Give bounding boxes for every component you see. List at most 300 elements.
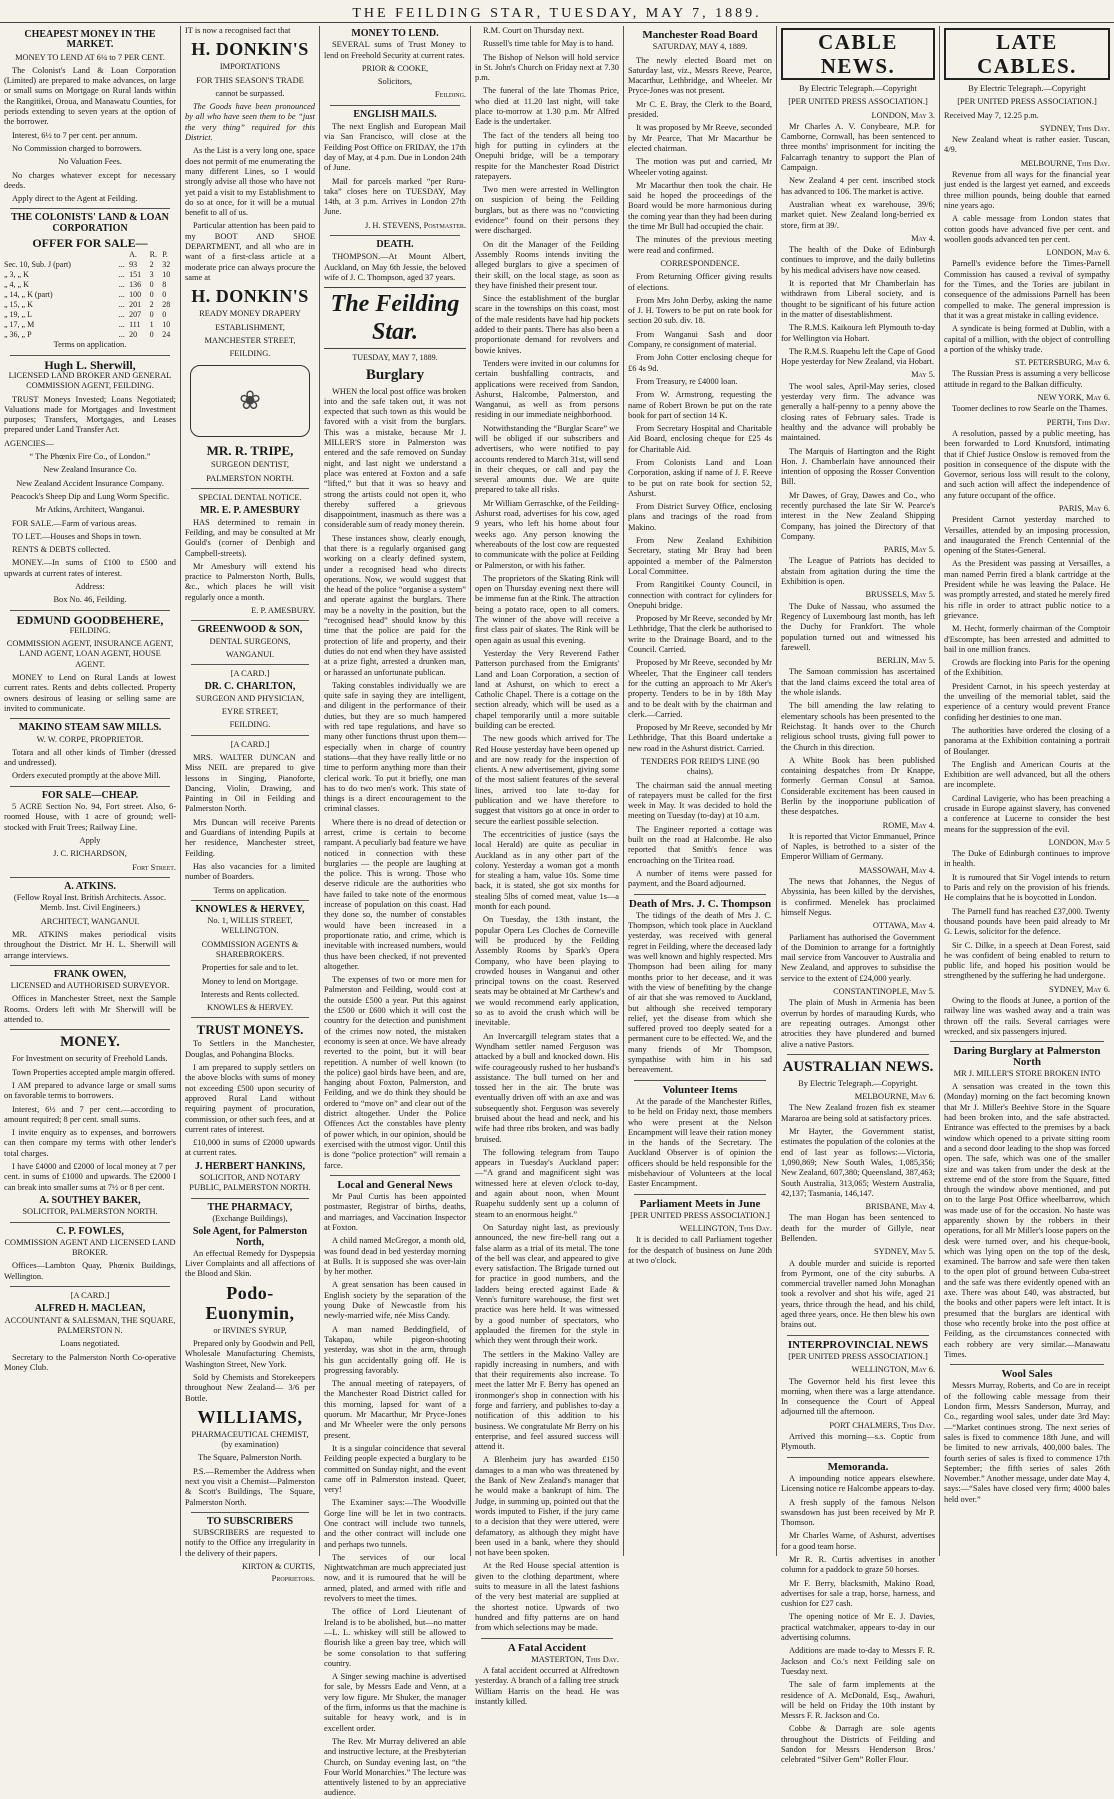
- article-dateline: Received May 7, 12.25 p.m.: [944, 110, 1039, 120]
- ad-body: SEVERAL sums of Trust Money to lend on Freehold Security at current rates.: [324, 40, 466, 60]
- divider: [481, 1638, 613, 1639]
- table-cell: 136: [129, 280, 142, 290]
- ad-line: No. 1, WILLIS STREET, WELLINGTON.: [207, 916, 293, 936]
- ad-line: FEILDING.: [69, 625, 111, 635]
- ad-line: FOR THIS SEASON'S TRADE: [196, 75, 304, 85]
- article-subheading: By Electric Telegraph.—Copyright.: [798, 1078, 918, 1088]
- ad-heading: J. HERBERT HANKINS,: [194, 1160, 306, 1172]
- ad-line: MANCHESTER STREET,: [204, 335, 296, 345]
- section-heading: CABLE NEWS.: [781, 28, 935, 80]
- article-heading: Wool Sales: [1001, 1368, 1053, 1381]
- article-body: A impounding notice appears elsewhere. Licensing notice re Halcombe appears to-day.: [781, 1473, 935, 1494]
- table-cell: 201: [129, 300, 142, 310]
- article-dateline: CONSTANTINOPLE, May 5.: [833, 987, 935, 997]
- article-body: From Mrs John Derby, asking the name of J. H. Towers to be put on rate book for section 20 sub. div. 18.: [628, 295, 772, 326]
- ad-line: Money to lend on Mortgage.: [201, 976, 299, 986]
- article-body: Mr Charles A. V. Conybeare, M.P. for Camborne, Cornwall, has been sentenced to three months' imprisonment for inciting the Falcarragh tenantry to support the Plan of Campaign.: [781, 121, 935, 173]
- section-heading: DEATH.: [376, 239, 414, 251]
- ad-body: 5 ACRE Section No. 94, Fort street. Also, 6-roomed House, with 1 acre of ground; well-stocked with Fruit Trees; Railway Line.: [4, 802, 176, 832]
- article-dateline: ROME, May 4.: [882, 820, 935, 830]
- article-body: New Zealand wheat is rather easier. Tuscan, 4/9.: [944, 135, 1110, 155]
- ad-body: Peacock's Sheep Dip and Lung Worm Specific.: [10, 491, 170, 501]
- divider: [10, 786, 170, 787]
- article-body: A Blenheim jury has awarded £150 damages to a man who was threatened by the Bank of New Zealand's manager that he would make a bankrupt of him. The Judge, in summing up, pointed out that the words imputed to Fisher, if the jury came to a decision that they were uttered, were defamatory, as although they might have been used in a bank, where they should not have been spoken.: [475, 1455, 619, 1558]
- ad-line: Feilding.: [434, 90, 466, 100]
- table-cell: 28: [162, 300, 171, 310]
- ad-line: [A CARD.]: [70, 1291, 110, 1301]
- divider: [10, 718, 170, 719]
- ad-line: PALMERSTON NORTH.: [206, 473, 294, 483]
- article-body: The R.M.S. Ruapehu left the Cape of Good Hope yesterday for New Zealand, via Hobart.: [781, 346, 935, 367]
- article-body: Where there is no dread of detection or arrest, crime is certain to become rampant. A peculiarly bad feature we have noticed in connection with these burglaries — the people are laughing at the police. This is wrong. Those who deserve ridicule are the authorities who have failed to take note of the enormous increase of population on this coast. Had they done so, the number of constables would have been increased in a proportionate ratio, and crime, which is inevitable with increased numbers, would thus have been checked, if not prevented altogether.: [324, 817, 466, 971]
- article-dateline: ST. PETERSBURG, May 6.: [1015, 358, 1110, 368]
- table-cell: 3: [149, 270, 154, 280]
- article-body: The tidings of the death of Mrs J. C. Thompson, which took place in Auckland yesterday, was received with general regret in Feilding, where the deceased lady was well known and highly respected. Mrs Thompson had been ailing for many months prior to her decease, and it was with the view of benefiting by the change of air that she was removed to Auckland, but although she received temporary relief, yet the disease from which she suffered proved too deeply seated for a permanent cure to be effected. We, and the many friends of Mr Thompson, sympathise with him in his sad bereavement.: [628, 910, 772, 1075]
- article-body: Arrived this morning—s.s. Coptic from Plymouth.: [781, 1432, 935, 1452]
- ad-heading: H. DONKIN'S: [191, 39, 309, 60]
- ad-body: I have £4000 and £2000 of local money at 7 per cent. in sums of £1000 and upwards. The £2000 I can break into smaller sums at 7½ or 8 per cent.: [4, 1162, 176, 1192]
- ad-line: COMMISSION AGENT, INSURANCE AGENT, LAND AGENT, LOAN AGENT, HOUSE AGENT.: [6, 639, 174, 669]
- article-dateline: PARIS, May 5.: [883, 545, 935, 555]
- ad-body: New Zealand Accident Insurance Company.: [16, 478, 164, 488]
- table-cell: 0: [149, 310, 154, 320]
- ad-body: KIRTON & CURTIS,: [241, 1562, 315, 1572]
- ad-body: Mr Amesbury will extend his practice to Palmerston North, Bulls, &c., which places he will visit regularly once a month.: [185, 561, 315, 602]
- article-body: Notwithstanding the “Burglar Scare” we will be obliged if our subscribers and advertisers, who were notified to pay accounts rendered to March 31st, will send in their cheques, or call and pay the several amounts due. We are quite prepared to take all risks.: [475, 423, 619, 495]
- article-body: The Parnell fund has reached £37,000. Twenty thousand pounds have been paid already to Mr G. Lewis, solicitor for the defence.: [944, 906, 1110, 937]
- article-dateline: SATURDAY, MAY 4, 1889.: [652, 42, 748, 52]
- ad-body: Mrs Duncan will receive Parents and Guardians of intending Pupils at her residence, Manchester street, Feilding.: [185, 817, 315, 858]
- divider: [191, 1198, 309, 1199]
- article-body: The Examiner says:—The Woodville Gorge line will be let in two contracts. One contract will include two tunnels, and the other contract will include one and perhaps two tunnels.: [324, 1498, 466, 1549]
- article-body: Taking constables individually we are quite safe in saying they are intelligent, and diligent in the performance of their duties, but they are so much hampered with red tape regulations, and have so many other functions thrust upon them—especially when in charge of country stations—that they have really little or no time to perform anything more than their clerical work. To put it briefly, one man has to do two men's work. This state of things is a direct encouragement to the criminal classes.: [324, 680, 466, 814]
- table-row: [4, 300, 176, 310]
- article-body: From New Zealand Exhibition Secretary, stating Mr Bray had been appointed a member of the Palmerston Local Committee.: [628, 536, 772, 576]
- table-row: [4, 320, 176, 330]
- article-body: The opening notice of Mr E. J. Davies, practical watchmaker, appears to-day in our advertising columns.: [781, 1612, 935, 1643]
- article-subheading: By Electric Telegraph.—Copyright: [968, 84, 1086, 93]
- ad-line: PRIOR & COOKE,: [361, 63, 429, 73]
- ad-body: An effectual Remedy for Dyspepsia Liver Complaints and all affections of the Blood and Skin.: [185, 1248, 315, 1279]
- article-body: The funeral of the late Thomas Price, who died at 11.20 last night, will take place to-morrow at 1.30 p.m. Mr Alfred Eade is the undertaker.: [475, 86, 619, 127]
- table-cell: Sec. 10, Sub. J (part): [4, 260, 71, 270]
- ad-line: COMMISSION AGENTS & SHAREBROKERS.: [201, 939, 299, 959]
- ad-body: RENTS & DEBTS collected.: [12, 545, 111, 555]
- ad-body: Offices—Lambton Quay, Phœnix Buildings, Wellington.: [4, 1261, 176, 1281]
- article-heading: Parliament Meets in June: [639, 1197, 761, 1210]
- ad-body: AGENCIES—: [4, 438, 54, 448]
- ad-body: TRUST Moneys Invested; Loans Negotiated; Valuations made for Mortgages and Investment purposes; Transfers, Mortgages, and Leases prepared under Land Transfer Act.: [4, 394, 176, 435]
- article-body: The eccentricities of justice (says the local Herald) are quite as peculiar in Auckland as in any other part of the colony. Yesterday a woman got a month for stealing a ham, value 10s. Some time back, it is stated, she got six months for stealing 5lbs of corned meat, value 1s—a month for each pound.: [475, 829, 619, 912]
- ad-heading: EDMUND GOODBEHERE,: [16, 612, 164, 627]
- column-5: [624, 26, 776, 1556]
- ad-heading: C. P. FOWLES,: [56, 1225, 124, 1237]
- article-body: The office of Lord Lieutenant of Ireland is to be abolished, but—no matter—L. L. whiskey will still be allowed to flourish like a green bay tree, which will be some consolation to that suffering country.: [324, 1607, 466, 1668]
- ad-heading: MR. E. P. AMESBURY: [200, 505, 300, 517]
- ad-line: ARCHITECT, WANGANUI.: [40, 916, 140, 926]
- ad-heading: Hugh L. Sherwill,: [44, 357, 136, 372]
- ad-body: Sold by Chemists and Storekeepers throughout New Zealand— 3/6 per Bottle.: [185, 1372, 315, 1403]
- article-subheading: [PER UNITED PRESS ASSOCIATION.]: [630, 1210, 770, 1220]
- article-body: The Duke of Nassau, who assumed the Regency of Luxembourg last month, has left the Duchy for Frankfort. The whole population turned out and witnessed his farewell.: [781, 601, 935, 652]
- table-cell: ...: [118, 310, 125, 320]
- ad-line: SURGEON AND PHYSICIAN,: [195, 693, 305, 703]
- ad-body: “ The Phœnix Fire Co., of London.”: [29, 452, 151, 462]
- article-body: A syndicate is being formed at Dublin, with a capital of a million, with the object of controlling a portion of the whisky trade.: [944, 324, 1110, 354]
- ad-line: ACCOUNTANT & SALESMAN, THE SQUARE, PALMERSTON N.: [4, 1315, 176, 1335]
- article-body: Revenue from all ways for the financial year just ended is the largest yet earned, and exceeds three million pounds, being double that earned nine years ago.: [944, 170, 1110, 210]
- article-body: On dit the Manager of the Feilding Assembly Rooms intends inviting the alleged burglars to give a specimen of their skill, on the local stage, as soon as they have finished their present tour.: [475, 239, 619, 290]
- table-cell: 0: [162, 310, 167, 320]
- ad-line: Loans negotiated.: [60, 1339, 120, 1349]
- divider: [10, 1222, 170, 1223]
- table-cell: ...: [118, 270, 125, 280]
- ad-body: Prepared only by Goodwin and Pell, Wholesale Manufacturing Chemists, Washington Street, New York.: [185, 1339, 315, 1369]
- article-body: Proposed by Mr Reeve, seconded by Mr Lethbridge, That the clerk be authorised to write to the Drainage Board, and to the Council. Carried.: [628, 614, 772, 655]
- ad-line: Interests and Rents collected.: [200, 989, 300, 999]
- article-body: The Engineer reported a cottage was built on the road at Halcombe. He also reported that Smith's fence was encroaching on the Tiritea road.: [628, 824, 772, 865]
- article-dateline: NEW YORK, May 6.: [1037, 393, 1110, 403]
- ad-body: MRS. WALTER DUNCAN and Miss NEIL are prepared to give lessons in Singing, Pianoforte, Dancing, Violin, Drawing, and Painting in Oil in Feilding and Palmerston North.: [185, 752, 315, 814]
- ad-line: (Fellow Royal Inst. British Architects. Assoc. Memb. Inst. Civil Engineers.): [13, 893, 167, 913]
- table-cell: „ 36, „ P: [4, 330, 32, 340]
- ad-body: FOR SALE.—Farm of various areas.: [12, 518, 137, 528]
- ad-body: MONEY.—In sums of £100 to £500 and upwards at current rates of interest.: [4, 558, 176, 578]
- article-dateline: BRISBANE, May 4.: [865, 1202, 935, 1212]
- article-body: The minutes of the previous meeting were read and confirmed.: [628, 235, 772, 255]
- paper-title: The Feilding Star.: [330, 291, 460, 346]
- ad-heading: CHEAPEST MONEY IN THE MARKET.: [24, 29, 156, 51]
- table-cell: ...: [118, 300, 125, 310]
- lots-table: [4, 250, 176, 340]
- article-body: WHEN the local post office was broken into and the safe taken out, it was not expected that such town as this would be favored with a visit from the burglars. This was a mistake, because Mr J. MILLER'S store in Palmerston was entered and the safe removed on Sunday night, and last night we understand a place was entered at Foxton and a safe “lifted,” but that it was so heavy and strong the artists could not open it, who thereby suffered a grievous disappointment, inasmuch as there was a considerable sum of ready money therein.: [324, 386, 466, 530]
- article-body: President Carnot yesterday marched to Versailles, attended by an imposing procession, and inaugurated the French Centennial of the opening of the States-General.: [944, 515, 1110, 556]
- article-dateline: LONDON, May 6.: [1046, 248, 1110, 258]
- article-body: The R.M.S. Kaikoura left Plymouth to-day for Wellington via Hobart.: [781, 323, 935, 343]
- article-body: A man named Beddingfield, of Takapau, while pigeon-shooting yesterday, was shot in the arm, through his gun accidentally going off. He is progressing favorably.: [324, 1324, 466, 1375]
- ad-body: Offices in Manchester Street, next the Sample Rooms. Orders left with Mr Sherwill will be attended to.: [4, 994, 176, 1025]
- article-body: The Russian Press is assuming a very bellicose attitude in regard to the Balkan difficulty.: [944, 369, 1110, 389]
- table-row: [4, 250, 176, 260]
- table-cell: 0: [149, 280, 154, 290]
- ad-body: Interest, 6½ to 7 per cent. per annum.: [12, 130, 138, 140]
- divider: [950, 1364, 1104, 1365]
- ad-heading: MR. R. TRIPE,: [206, 443, 294, 459]
- column-3: [320, 26, 470, 1798]
- article-body: The Bishop of Nelson will hold service in St. John's Church on Friday next at 7.30 p.m.: [475, 52, 619, 83]
- article-dateline: BRUSSELS, May 5.: [865, 590, 935, 600]
- ad-line: (Exchange Buildings),: [212, 1213, 288, 1223]
- divider: [330, 1175, 460, 1176]
- table-cell: „ 17, „ M: [4, 320, 35, 330]
- divider: [10, 877, 170, 878]
- article-body: Mail for parcels marked “per Ruru-taka” closes here on TUESDAY, May 14th, at 3 p.m. Arrives in London 27th June.: [324, 176, 466, 217]
- ad-line: SURGEON DENTIST,: [210, 460, 289, 470]
- table-cell: „ 15, „ K: [4, 300, 33, 310]
- ad-body: No Valuation Fees.: [58, 157, 122, 167]
- ad-body: J. C. RICHARDSON,: [53, 849, 127, 859]
- divider: [10, 1286, 170, 1287]
- article-body: THOMPSON.—At Mount Albert, Auckland, on May 6th Jessie, the beloved wife of J. C. Thompson, aged 37 years.: [324, 252, 466, 282]
- article-body: The health of the Duke of Edinburgh continues to improve, and the daily bulletins by his medical advisers have now ceased.: [781, 245, 935, 275]
- ad-heading: H. DONKIN'S: [191, 286, 309, 307]
- ad-line: LICENSED LAND BROKER AND GENERAL COMMISSION AGENT, FEILDING.: [8, 370, 172, 391]
- ad-heading: FOR SALE—CHEAP.: [41, 789, 139, 801]
- divider: [191, 1017, 309, 1018]
- article-body: On Tuesday, the 13th instant, the popular Opera Les Cloches de Corneville will be produced by the Feilding Assembly Rooms by Spark's Opera Company, who have been playing to crowded houses in Wanganui and other principal towns on the coast. Reserved seats may be obtained at Mr Carthew's and we would recommend early application, so as to avoid the crush which will be inevitable.: [475, 915, 619, 1028]
- article-body: Owing to the floods at Junee, a portion of the railway line was washed away and a train was thrown off the rails. Several carriages were wrecked, and six passengers injured.: [944, 996, 1110, 1036]
- article-body: Mr William Gerraschke, of the Feilding-Ashurst road, advertises for his cow, aged 9 years, who left his home about four weeks ago. Any person knowing the whereabouts of the lost cow are requested to communicate with the police at Feilding or Palmerston, or with his father.: [475, 498, 619, 570]
- divider: [191, 620, 309, 621]
- column-1: [0, 26, 180, 1556]
- article-heading: Volunteer Items: [662, 1083, 738, 1096]
- article-body: A Singer sewing machine is advertised for sale, by Messrs Eade and Venn, at a very low figure. Mr Shuker, the manager of the firm, informs us that the machine is suitable for heavy work, and is in excellent order.: [324, 1672, 466, 1733]
- ad-heading: TO SUBSCRIBERS: [206, 1515, 294, 1527]
- divider: [950, 1041, 1104, 1042]
- article-body: At the Red House special attention is given to the clothing department, where suits to measure in all the latest fashions of the very best material are supplied at the shortest notice. Upwards of two hundred and fifty patterns are on hand from which selections may be made.: [475, 1561, 619, 1633]
- table-cell: 10: [162, 320, 171, 330]
- table-cell: ...: [118, 320, 125, 330]
- article-body: The news that Johannes, the Negus of Abyssinia, has been killed by the dervishes, is confirmed. Menelek has proclaimed himself Negus.: [781, 877, 935, 917]
- ad-line: MONEY TO LEND AT 6¼ to 7 PER CENT.: [15, 52, 165, 62]
- ad-body: Fort Street.: [132, 862, 176, 872]
- ad-heading: FRANK OWEN,: [53, 968, 127, 980]
- ad-body: P.S.—Remember the Address when next you visit a Chemist—Palmerston & Scott's Buildings, The Square, Palmerston North.: [185, 1466, 315, 1507]
- section-heading: LATE CABLES.: [944, 28, 1110, 80]
- article-body: Mr Dawes, of Gray, Dawes and Co., who recently purchased the late Sir W. Pearce's interest in the New Zealand Shipping Company, has joined the Directory of that Company.: [781, 490, 935, 541]
- article-body: The annual meeting of ratepayers, of the Manchester Road District called for this morning, lapsed for want of a quorum. Mr Macarthur, Mr Pryce-Jones and Mr Wheeler were the only persons present.: [324, 1379, 466, 1440]
- article-heading: Burglary: [365, 366, 425, 383]
- article-dateline: MASTERTON, This Day.: [531, 1654, 619, 1664]
- article-body: President Carnot, in his speech yesterday at the unveiling of the memorial tablet, said the experience of a century would prevent France confiding her destinies to one man.: [944, 681, 1110, 722]
- ad-line: SPECIAL DENTAL NOTICE.: [198, 493, 302, 503]
- table-cell: 0: [149, 290, 154, 300]
- ad-heading: MONEY TO LEND.: [351, 28, 439, 39]
- table-cell: 2: [149, 260, 154, 270]
- ad-heading: MONEY.: [60, 1034, 120, 1051]
- article-body: From John Cotter enclosing cheque for £6 4s 9d.: [628, 353, 772, 373]
- ad-heading: ALFRED H. MACLEAN,: [34, 1303, 146, 1315]
- article-body: The expenses of two or more men for Palmerston and Feilding, would cost at the outside £500 a year. Put this against the £500 or £600 which it will cost the country for the detection and punishment of the crimes now noted, the mistaken economy is seen at once. We have already reverted to the point, but it will bear repetition. A number of well known (to the police) gaol birds have been, and are, hanging about Foxton, Palmerston, and Feilding, and we do think they should be ordered to “move on” and clear out of the district altogether. Under the Police Offences Act the constables have plenty of power which, in our opinion, should be exercised with the utmost vigor. Until this is done “police protection” will remain a farce.: [324, 975, 466, 1170]
- table-cell: 0: [162, 290, 167, 300]
- article-body: Parnell's evidence before the Times-Parnell Commission has caused a revival of sympathy for the Times, and the Tories are jubilant in consequence of the admissions Parnell has been compelled to make. The general impression is that it was a great mistake in calling evidence.: [944, 259, 1110, 320]
- article-body: M. Hecht, formerly chairman of the Comptoir d'Escompte, has been arrested and admitted to bail in one million francs.: [944, 624, 1110, 654]
- ad-body: Interest, 6½ and 7 per cent.—according to amount required; 8 per cent. small sums.: [4, 1104, 176, 1124]
- page-masthead: THE FEILDING STAR, TUESDAY, MAY 7, 1889.: [0, 6, 1114, 23]
- article-body: An Invercargill telegram states that a Wyndham settler named Ferguson was attacked by a bull and knocked down. His wife courageously rushed to her husband's assistance. The bull turned on her and tossed her in the air. The brute was eventually driven off with an axe and was subsequently shot. Ferguson was severely bruised about the head and neck, and his wife had three ribs broken, and was badly bruised.: [475, 1031, 619, 1144]
- divider: [787, 1054, 929, 1055]
- table-cell: A.: [129, 250, 137, 260]
- article-body: Mr Charles Warne, of Ashurst, advertises for a good team horse.: [781, 1531, 935, 1551]
- column-4: [471, 26, 623, 1707]
- ad-body: SUBSCRIBERS are requested to notify to the Office any irregularity in the delivery of their papers.: [185, 1528, 315, 1558]
- ad-line: WANGANUI.: [225, 649, 275, 659]
- article-body: The next English and European Mail via San Francisco, will close at the Feilding Post Office on FRIDAY, the 17th day of May, at 4 p.m. Due in London 24th of June.: [324, 122, 466, 173]
- article-body: The proprietors of the Skating Rink will open on Thursday evening next there will be immense fun at the Rink. The attraction being a potato race, open to all comers. The winner of the above will receive a first class pair of skates. The Rink will be open again as usual this evening.: [475, 573, 619, 645]
- article-dateline: SYDNEY, May 5.: [873, 1247, 935, 1257]
- article-body: It is decided to call Parliament together for the despatch of business on June 20th at two o'clock.: [628, 1235, 772, 1266]
- article-heading: A Fatal Accident: [507, 1641, 587, 1654]
- article-body: These instances show, clearly enough, that there is a regularly organised gang working on a clearly defined system, under a recognised head who directs operations. Now, we would suggest that the head of the police “organise a system” and operate against the burglars. There may be a novelty in the position, but the “recognised head” should know by this time that the police are paid for the protection of life and property, and their duties do not end when they have assisted at a prize fight, arrested a drunken man, or harassed an unfortunate publican.: [324, 533, 466, 677]
- ad-body: To Settlers in the Manchester, Douglas, and Pohangina Blocks.: [185, 1039, 315, 1059]
- ad-body: Totara and all other kinds of Timber (dressed and undressed).: [4, 747, 176, 768]
- article-body: A great sensation has been caused in English society by the separation of the young Duke of Newcastle from his newly-married wife, née Miss Candy.: [324, 1280, 466, 1321]
- table-row: [4, 280, 176, 290]
- article-subheading: TENDERS FOR REID'S LINE (90 chains).: [640, 757, 760, 777]
- article-body: It is reported that Victor Emmanuel, Prince of Naples, is betrothed to a sister of the Emperor William of Germany.: [781, 831, 935, 862]
- article-body: It is a singular coincidence that several Feilding people expected a burglary to be committed on Sunday night, and the event came off in Palmerston instead. Queer, very!: [324, 1443, 466, 1495]
- ad-body: Town Properties accepted ample margin offered.: [12, 1067, 175, 1077]
- divider: [191, 900, 309, 901]
- divider: [10, 355, 170, 356]
- article-subheading: CORRESPONDENCE.: [660, 258, 740, 268]
- article-body: A fatal accident occurred at Alfredtown yesterday. A branch of a falling tree struck William Harris on the head. He was instantly killed.: [475, 1666, 619, 1707]
- divider: [10, 208, 170, 209]
- article-dateline: PARIS, May 6.: [1058, 503, 1110, 513]
- article-body: New Zealand 4 per cent. inscribed stock has advanced to 106. The market is active.: [781, 176, 935, 196]
- article-body: The Rev. Mr Murray delivered an able and instructive lecture, at the Presbyterian Church, on Sunday evening last, on “the Four World Monarchies.” The lecture was attentively listened to by an appreciative audience.: [324, 1736, 466, 1798]
- table-cell: 100: [129, 290, 142, 300]
- divider: [10, 610, 170, 611]
- article-body: Parliament has authorised the Government of the Dominion to arrange for a fortnightly mail service from Vancouver to Australia and New Zealand, and approves to subsidise the service to the extent of £24,000 yearly.: [781, 932, 935, 983]
- ad-line: FEILDING.: [229, 720, 271, 730]
- article-body: Mr Macarthur then took the chair. He said he hoped the proceedings of the Board would be more harmonious during the coming year than they had been during the time Mr Bull had occupied the chair.: [628, 180, 772, 232]
- ad-body: Secretary to the Palmerston North Co-operative Money Club.: [4, 1352, 176, 1372]
- article-body: Mr R. R. Curtis advertises in another column for a paddock to graze 50 horses.: [781, 1555, 935, 1575]
- article-body: Mr Hayter, the Government statist, estimates the population of the colonies at the end of last year as follows:—Victoria, 1,090,869; New South Wales, 1,085,356; New Zealand, 607,380; Queensland, 387,463; South Australia, 313,065; Western Australia, 42,137; Tasmania, 146,147.: [781, 1127, 935, 1198]
- table-cell: 2: [149, 300, 154, 310]
- article-body: The Marquis of Hartington and the Right Hon. J. Chamberlain have announced their intention of opposing the Rosser Convention Bill.: [781, 446, 935, 487]
- article-heading: Manchester Road Board: [642, 29, 758, 41]
- table-cell: R.: [149, 250, 157, 260]
- article-dateline: May 4.: [911, 233, 935, 243]
- article-dateline: LONDON, May 5: [1048, 837, 1110, 847]
- ad-body: New Zealand Insurance Co.: [43, 465, 137, 475]
- ad-body: E. P. AMESBURY.: [251, 605, 315, 615]
- ad-body: I AM prepared to advance large or small sums on favorable terms to borrowers.: [4, 1080, 176, 1101]
- article-dateline: BERLIN, May 5.: [876, 656, 935, 666]
- ad-body: Proprietors.: [271, 1574, 315, 1584]
- ad-line: PHARMACEUTICAL CHEMIST, (by examination): [191, 1429, 309, 1450]
- article-subheading: By Electric Telegraph.—Copyright: [799, 84, 917, 93]
- ad-body: £10,000 in sums of £2000 upwards at current rates.: [185, 1138, 315, 1158]
- ad-body: As the List is a very long one, space does not permit of me enumerating the many different Lines, so I would strongly advise all those who have not yet paid a visit to my Establishment to do so at once, for it will be a mutual benefit to all of us.: [185, 146, 315, 218]
- article-dateline: WELLINGTON, This Day.: [679, 1224, 772, 1234]
- article-body: Mr F. Berry, blacksmith, Makino Road, advertises for sale a trap, horse, harness, and cushion for £27 cash.: [781, 1578, 935, 1609]
- article-body: A cable message from London states that cotton goods have advanced five per cent. and woollen goods advanced ten per cent.: [944, 214, 1110, 244]
- article-body: From Colonists Land and Loan Corporation, asking if name of J. F. Reeve to be put on rate book for section 52, Ashurst.: [628, 457, 772, 498]
- article-heading: Death of Mrs. J. C. Thompson: [628, 897, 772, 910]
- article-body: As the President was passing at Versailles, a man named Perrin fired a blank cartridge at the President while he was leaving the Palace. He was promptly arrested, and stated he merely fired his rifle in order to attract public notice to a grievance.: [944, 559, 1110, 620]
- ad-body: Terms on application.: [53, 340, 127, 350]
- divider: [191, 735, 309, 736]
- ad-line: Solicitors,: [377, 77, 413, 87]
- article-dateline: MELBOURNE, May 6.: [854, 1092, 935, 1102]
- table-cell: 111: [129, 320, 141, 330]
- article-body: A White Book has been published containing despatches from Dr Knappe, formerly German Consul at Samoa. Considerable excitement has been caused in Berlin by the inopportune publication of these despatches.: [781, 755, 935, 817]
- article-body: The fact of the tenders all being too high for putting in cylinders at the Onepuhi bridge, will be a temporary respite for the Manchester Road District ratepayers.: [475, 130, 619, 181]
- article-dateline: SYDNEY, May 6.: [1048, 984, 1110, 994]
- column-2: [181, 26, 319, 1584]
- divider: [10, 1029, 170, 1030]
- table-cell: ...: [118, 330, 125, 340]
- article-dateline: MELBOURNE, This Day.: [1020, 158, 1110, 168]
- article-body: J. H. STEVENS, Postmaster.: [364, 220, 466, 230]
- ad-line: COMMISSION AGENT AND LICENSED LAND BROKER.: [4, 1237, 176, 1258]
- ad-heading: TRUST MONEYS.: [196, 1022, 304, 1038]
- article-body: The Duke of Edinburgh continues to improve in health.: [944, 849, 1110, 869]
- article-body: Since the establishment of the burglar scare in the townships on this coast, most of the male residents have had hip pockets added to their pants. There has also been a proportionate demand for revolvers and bowie knives.: [475, 294, 619, 355]
- table-cell: „ 4, „ K: [4, 280, 29, 290]
- article-dateline: LONDON, May 3.: [871, 110, 935, 120]
- article-body: Australian wheat ex warehouse, 39/6; market quiet. New Zealand long-berried ex store, firm at 39/.: [781, 199, 935, 230]
- ad-line: KNOWLES & HERVEY.: [207, 1003, 293, 1013]
- divider: [634, 1194, 766, 1195]
- article-dateline: OTTAWA, May 4.: [872, 921, 935, 931]
- article-body: Messrs Murray, Roberts, and Co are in receipt of the following cable message from their London firm, Messrs Sanderson, Murray, and Co., regarding wool sales, under date 3rd May:—“Market continues strong. The next series of sales is fixed to commence 18th June, and will be limited to new arrivals, 400,000 bales. The fourth series of sales is fixed to commence 17th September; the fifth series of sales 26th November.” Another message, under date May 4, says:—“Sales have closed very firm; 4000 bales held over.”: [944, 1381, 1110, 1504]
- article-body: Two men were arrested in Wellington on suspicion of being the Feilding burglars, but as there was no “convicting evidence” found on their persons they were discharged.: [475, 185, 619, 236]
- table-cell: 0: [149, 330, 154, 340]
- article-body: On Saturday night last, as previously announced, the new fire-bell rang out a false alarm as a trial of its metal. The tone of the bell was clear, and appeared to give every satisfaction. The Brigade turned out for practice in good numbers, and the ladders being erected against Eade & Venn's furniture warehouse, the first wet practice was here held. It was witnessed by a good number of spectators, who applauded the firemen for the style in which they went through their work.: [475, 1222, 619, 1346]
- ad-line: FEILDING.: [229, 349, 271, 359]
- divider: [787, 1457, 929, 1458]
- article-body: From Wanganui Sash and door Company, re consignment of material.: [628, 329, 772, 350]
- ad-line: LICENSED and AUTHORISED SURVEYOR.: [10, 981, 170, 991]
- article-subheading: MR J. MILLER'S STORE BROKEN INTO: [953, 1068, 1101, 1078]
- ad-heading: MAKINO STEAM SAW MILLS.: [18, 722, 162, 734]
- article-body: The English and American Courts at the Exhibition are well advanced, but all the others are incomplete.: [944, 759, 1110, 790]
- ad-body: MONEY to Lend on Rural Lands at lowest current rates. Rents and debts collected. Property owners desirous of leasing or selling same are invited to communicate.: [4, 673, 176, 713]
- ad-line: W. W. CORPE, PROPRIETOR.: [36, 734, 144, 744]
- article-body: It is reported that Mr Chamberlain has withdrawn from Liberal society, and is thought to be significant of his future action in the matter of disestablishment.: [781, 279, 935, 319]
- ad-line: IMPORTATIONS: [219, 62, 281, 72]
- ad-body: For Investment on security of Freehold Lands.: [12, 1054, 168, 1064]
- ad-line: READY MONEY DRAPERY: [199, 309, 301, 319]
- article-heading: Local and General News: [337, 1178, 453, 1191]
- table-cell: P.: [162, 250, 168, 260]
- table-cell: ...: [118, 260, 125, 270]
- article-body: The sale of farm implements at the residence of A. McDonald, Esq., Awahuri, will be held on Friday the 10th instant by Messrs F. R. Jackson and Co.: [781, 1680, 935, 1721]
- article-body: Crowds are flocking into Paris for the opening of the Exhibition.: [944, 658, 1110, 678]
- article-body: From District Survey Office, enclosing plans and tracings of the road from Makino.: [628, 502, 772, 532]
- ad-line: or IRVINE'S SYRUP,: [213, 1325, 287, 1335]
- ad-body: Orders executed promptly at the above Mill.: [12, 771, 161, 781]
- article-body: The man Hogan has been sentenced to death for the murder of Gillyle, near Bellenden.: [781, 1213, 935, 1243]
- table-cell: ...: [118, 290, 125, 300]
- article-body: Toomer declines to row Searle on the Thames.: [952, 404, 1108, 414]
- table-cell: ...: [118, 280, 125, 290]
- ad-body: MR. ATKINS makes periodical visits throughout the District. Mr H. L. Sherwill will arrange interviews.: [4, 930, 176, 960]
- ad-heading: DR. C. CHARLTON,: [204, 681, 296, 693]
- ad-body: IT is now a recognised fact that: [185, 26, 291, 35]
- ad-body: No charges whatever except for necessary deeds.: [4, 170, 176, 190]
- article-body: A fresh supply of the famous Nelson swansdown has just been received by Mr P. Thomson.: [781, 1497, 935, 1528]
- article-dateline: SYDNEY, This Day.: [1039, 123, 1110, 133]
- article-dateline: WELLINGTON, May 6.: [851, 1365, 935, 1375]
- article-body: A sensation was created in the town this (Monday) morning on the fact becoming known that Mr J. Miller's Beehive Store in the Square had been broken into, and the safe abstracted. Entrance was effected to the premises by a back window which opened to a private sitting room and a second door leading to the shop was forced open. The safe, which was one of the smaller size and was taken from under the desk at the extreme end of the store from the Square, fitted through the window above mentioned, and put on to the large Post Office wheelbarrow, which was made use of for the occasion. No haste was apparently shown by the robbers in their operations, for all Mr Miller's loose papers on the desk were turned over, and his cheque-book, which was lying open on the top of the desk, examined. The barrow and safe were then taken to the open plot of ground between Cuba-street and the safe was there evidently opened with an axe. There was about £40, was abstracted, but the books and other papers were left intact. It is presumed that the burglars are identical with those who recently broke into the post office at Feilding, as the circumstances connected with each robbery are very similar.—Manawatu Times.: [944, 1082, 1110, 1359]
- brooch-illustration: ❀: [190, 365, 310, 437]
- ad-line: [A CARD.]: [230, 739, 270, 749]
- article-body: The wool sales, April-May series, closed yesterday very firm. The advance was generally a half-penny to a penny above the closing rates of February sales. Trade is healthy and the advance will probably be maintained.: [781, 381, 935, 443]
- ad-heading: GREENWOOD & SON,: [197, 624, 303, 636]
- article-body: At the parade of the Manchester Rifles, to be held on Friday next, those members who were present at the Nelson Encampment will leave their ration money in the hands of the Secretary. The Auckland Observer is of opinion the officers should be held responsible for the misbehaviour of Volunteers at the local Easter Encampment.: [628, 1096, 772, 1189]
- article-body: Proposed by Mr Reeve, seconded by Mr Lethbridge, That this Board undertake a new road in the Ashurst district. Carried.: [628, 723, 772, 753]
- ad-line: cannot be surpassed.: [215, 88, 285, 98]
- section-heading: Memoranda.: [827, 1460, 889, 1473]
- ad-line: ESTABLISHMENT,: [215, 322, 285, 332]
- ad-body: Terms on application.: [213, 885, 287, 895]
- column-6: [777, 26, 939, 1765]
